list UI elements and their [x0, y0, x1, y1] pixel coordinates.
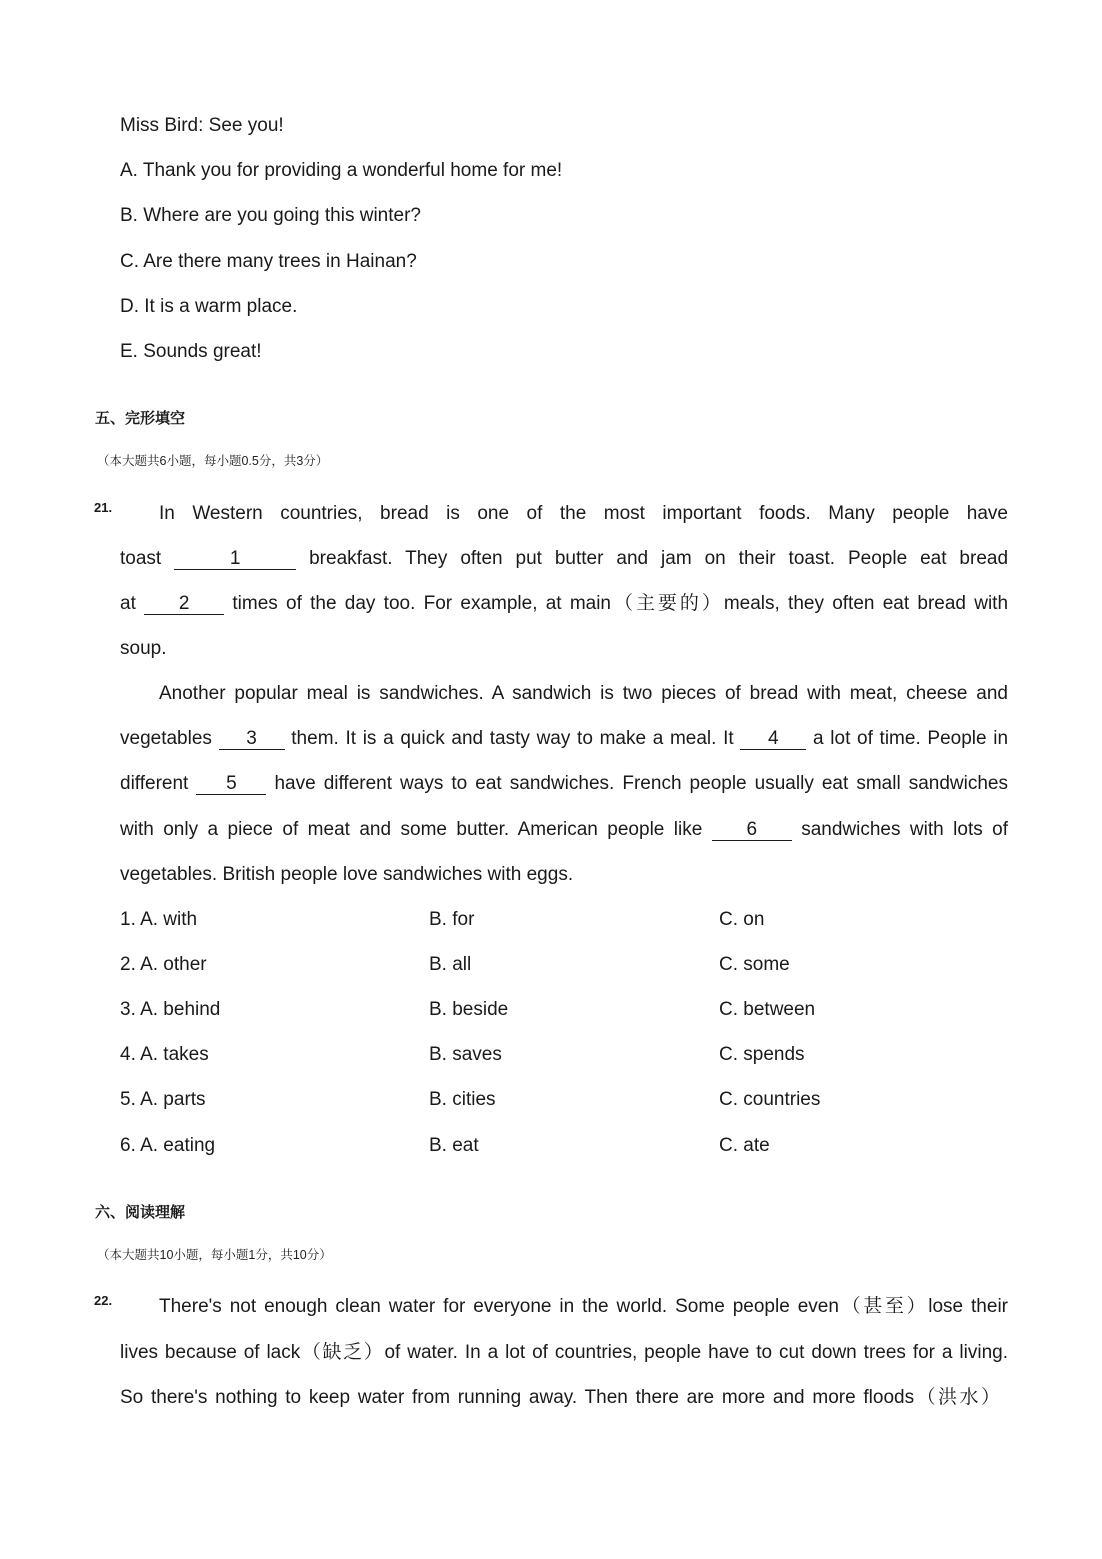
passage-line-5: Another popular meal is sandwiches. A sandwich is two pieces of bread with meat, cheese and	[159, 683, 1008, 704]
dialogue-line: Miss Bird: See you!	[120, 115, 284, 136]
section-heading-cloze: 五、完形填空	[95, 410, 186, 427]
blank-1: 1	[174, 549, 296, 570]
choice-5c: C. countries	[719, 1089, 821, 1110]
passage-line-3: at 2 times of the day too. For example, at main（主要的）meals, they often eat bread with	[120, 593, 1009, 614]
choice-2c: C. some	[719, 954, 790, 975]
question-number-22: 22.	[94, 1293, 113, 1308]
blank-3: 3	[219, 729, 285, 750]
passage-line-8: with only a piece of meat and some butter. American people like 6 sandwiches with lots of	[120, 819, 1009, 840]
section-heading-reading: 六、阅读理解	[95, 1204, 186, 1221]
choice-2b: B. all	[429, 954, 472, 975]
choice-1c: C. on	[719, 909, 765, 930]
choice-3c: C. between	[719, 999, 816, 1020]
option-d: D. It is a warm place.	[120, 296, 298, 317]
option-e: E. Sounds great!	[120, 341, 262, 362]
blank-6: 6	[712, 820, 792, 841]
choice-5a: 5. A. parts	[120, 1089, 206, 1110]
choice-4a: 4. A. takes	[120, 1044, 209, 1065]
choice-4c: C. spends	[719, 1044, 805, 1065]
blank-2: 2	[144, 594, 224, 615]
passage-line-9: vegetables. British people love sandwiches with eggs.	[120, 864, 574, 885]
reading-line-2: lives because of lack（缺乏）of water. In a lot of countries, people have to cut down trees for a living.	[120, 1342, 1008, 1363]
blank-5: 5	[196, 774, 266, 795]
choice-6b: B. eat	[429, 1135, 479, 1156]
option-b: B. Where are you going this winter?	[120, 205, 421, 226]
choice-1b: B. for	[429, 909, 475, 930]
choice-5b: B. cities	[429, 1089, 496, 1110]
choice-3b: B. beside	[429, 999, 509, 1020]
choice-2a: 2. A. other	[120, 954, 207, 975]
option-c: C. Are there many trees in Hainan?	[120, 251, 417, 272]
choice-6c: C. ate	[719, 1135, 770, 1156]
passage-line-7: different 5 have different ways to eat sandwiches. French people usually eat small sandwiches	[120, 773, 1009, 794]
question-number-21: 21.	[94, 500, 113, 515]
passage-line-2: toast 1 breakfast. They often put butter and jam on their toast. People eat bread	[120, 548, 1009, 569]
passage-line-1: In Western countries, bread is one of the most important foods. Many people have	[159, 503, 1008, 524]
section-note-reading: （本大题共10小题，每小题1分，共10分）	[97, 1248, 332, 1262]
choice-6a: 6. A. eating	[120, 1135, 216, 1156]
reading-line-3: So there's nothing to keep water from running away. Then there are more and more floods（洪水）	[120, 1387, 1000, 1408]
blank-4: 4	[740, 729, 806, 750]
passage-line-6: vegetables 3 them. It is a quick and tasty way to make a meal. It 4 a lot of time. People in	[120, 728, 1009, 749]
reading-line-1: There's not enough clean water for everyone in the world. Some people even（甚至）lose their	[159, 1296, 1008, 1317]
option-a: A. Thank you for providing a wonderful home for me!	[120, 160, 563, 181]
choice-3a: 3. A. behind	[120, 999, 221, 1020]
section-note-cloze: （本大题共6小题，每小题0.5分，共3分）	[97, 454, 329, 468]
passage-line-4: soup.	[120, 638, 167, 659]
choice-1a: 1. A. with	[120, 909, 198, 930]
choice-4b: B. saves	[429, 1044, 502, 1065]
